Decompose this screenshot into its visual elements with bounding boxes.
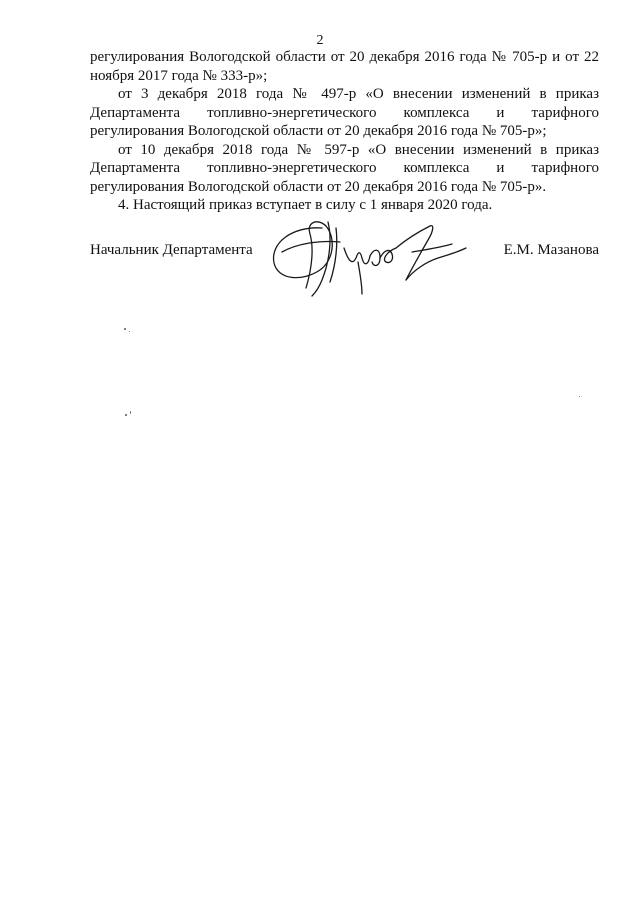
paragraph-order-497: от 3 декабря 2018 года № 497-р «О внесении изменений в приказ Департамента топливно-энергетического комплекса и тарифного регулирования Вологодской области от 20 декабря 2016 года № 705-р»; xyxy=(90,86,599,139)
handwritten-signature xyxy=(262,208,472,308)
scan-speck xyxy=(579,396,580,397)
document-body xyxy=(90,48,599,215)
signatory-name: Е.М. Мазанова xyxy=(503,242,599,258)
paragraph-effective-date: 4. Настоящий приказ вступает в силу с 1 января 2020 года. xyxy=(118,197,493,213)
scan-speck xyxy=(124,328,126,330)
signatory-title: Начальник Департамента xyxy=(90,242,253,258)
page-number: 2 xyxy=(316,33,324,48)
scan-speck xyxy=(130,411,131,414)
scan-speck xyxy=(129,331,130,332)
paragraph-order-597: от 10 декабря 2018 года № 597-р «О внесении изменений в приказ Департамента топливно-энергетического комплекса и тарифного регулирования Вологодской области от 20 декабря 2016 года № 705-р». xyxy=(90,141,599,195)
paragraph-continuation: регулирования Вологодской области от 20 декабря 2016 года № 705-р и от 22 ноября 2017 года № 333-р»; xyxy=(90,49,599,84)
scan-speck xyxy=(125,414,127,416)
